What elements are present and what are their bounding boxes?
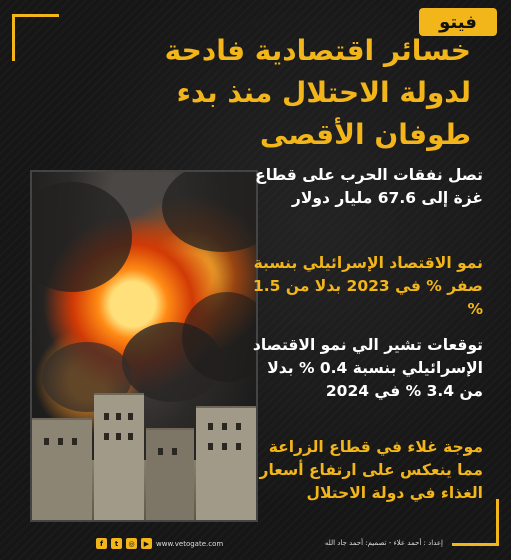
corner-frame-bottom-right (452, 499, 499, 546)
explosion-photo (30, 170, 258, 522)
youtube-icon[interactable]: ▶ (141, 538, 152, 549)
website-url[interactable]: www.vetogate.com (156, 539, 224, 548)
headline-line-3: طوفان الأقصى (259, 118, 471, 151)
headline-line-2: لدولة الاحتلال منذ بدء (176, 76, 471, 109)
corner-frame-top-left (12, 14, 59, 61)
fact-growth-2023: نمو الاقتصاد الإسرائيلي بنسبة صفر % في 2023 بدلا من 1.5 % (253, 254, 483, 318)
logo-text: فيتو (439, 11, 477, 33)
headline (111, 30, 471, 156)
social-footer (96, 538, 223, 549)
credits: إعداد : أحمد علاء - تصميم: أحمد جاد الله (324, 539, 443, 547)
twitter-icon[interactable]: t (111, 538, 122, 549)
fact-growth-2024: توقعات تشير الي نمو الاقتصاد الإسرائيلي بنسبة 0.4 % بدلا من 3.4 % في 2024 (252, 336, 483, 400)
facebook-icon[interactable]: f (96, 538, 107, 549)
instagram-icon[interactable]: ◎ (126, 538, 137, 549)
fact-agriculture-prices: موجة غلاء في قطاع الزراعة مما ينعكس على ارتفاع أسعار الغذاء في دولة الاحتلال (259, 438, 483, 502)
headline-line-1: خسائر اقتصادية فادحة (164, 34, 471, 67)
fact-war-costs: تصل نفقات الحرب على قطاع غزة إلى 67.6 مليار دولار (255, 166, 483, 207)
